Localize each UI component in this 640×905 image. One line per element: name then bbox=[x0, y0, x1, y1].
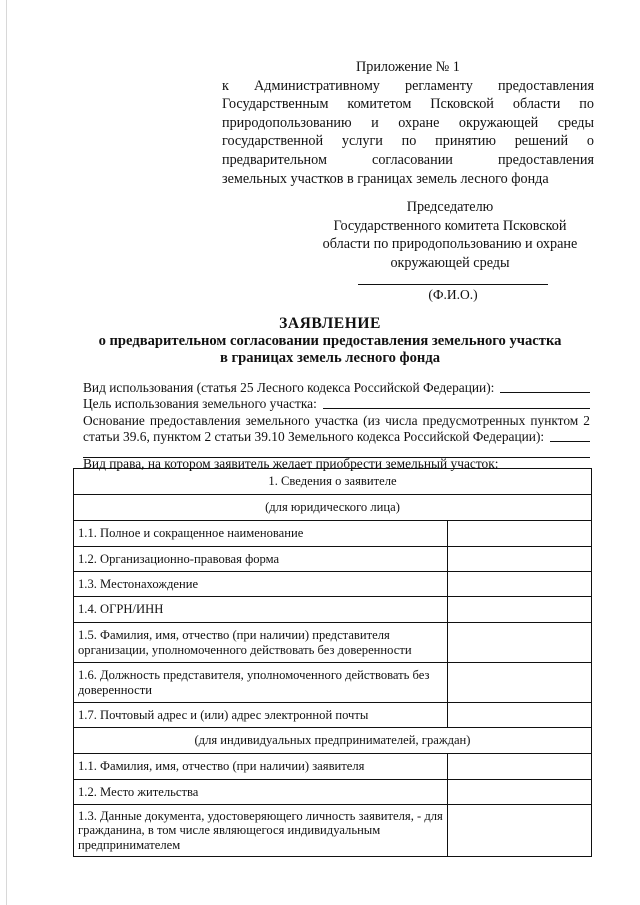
section-header: 1. Сведения о заявителе bbox=[74, 469, 592, 495]
row-value-cell[interactable] bbox=[448, 805, 592, 857]
table-row bbox=[74, 780, 592, 805]
document-heading bbox=[40, 315, 620, 368]
appendix-block bbox=[222, 58, 594, 188]
document-subtitle-line: о предварительном согласовании предоставления земельного участка bbox=[98, 332, 562, 349]
purpose-input[interactable] bbox=[323, 396, 590, 409]
basis-input[interactable] bbox=[550, 429, 590, 442]
addressee-line: Государственного комитета Псковской bbox=[333, 217, 567, 234]
basis-row bbox=[83, 429, 590, 445]
usage-type-row bbox=[83, 380, 590, 396]
usage-type-label: Вид использования (статья 25 Лесного кодекса Российской Федерации): bbox=[83, 380, 495, 395]
table-row bbox=[74, 805, 592, 857]
row-value-cell[interactable] bbox=[448, 780, 592, 805]
row-label: 1.3. Данные документа, удостоверяющего личность заявителя, - для гражданина, в том числе являющегося индивидуальным предпринимателем bbox=[74, 805, 448, 857]
row-label: 1.7. Почтовый адрес и (или) адрес электронной почты bbox=[74, 703, 448, 728]
basis-label-line: Основание предоставления земельного участка (из числа предусмотренных пунктом 2 bbox=[83, 412, 590, 428]
row-label: 1.2. Место жительства bbox=[74, 780, 448, 805]
table-row bbox=[74, 521, 592, 547]
row-value-cell[interactable] bbox=[448, 703, 592, 728]
basis-label-line: статьи 39.6, пунктом 2 статьи 39.10 Земельного кодекса Российской Федерации): bbox=[83, 428, 545, 444]
purpose-label: Цель использования земельного участка: bbox=[83, 396, 317, 412]
row-value-cell[interactable] bbox=[448, 754, 592, 780]
table-row bbox=[74, 572, 592, 597]
usage-type-input[interactable] bbox=[500, 380, 590, 393]
appendix-line: Государственным комитетом Псковской области по bbox=[222, 96, 594, 113]
table-row bbox=[74, 703, 592, 728]
row-value-cell[interactable] bbox=[448, 572, 592, 597]
purpose-row bbox=[83, 396, 590, 412]
table-row bbox=[74, 663, 592, 703]
row-value-cell[interactable] bbox=[448, 623, 592, 663]
appendix-line: предварительном согласовании предоставления bbox=[222, 151, 594, 168]
table-row bbox=[74, 754, 592, 780]
addressee-line: области по природопользованию и охране bbox=[322, 236, 578, 253]
table-row bbox=[74, 547, 592, 572]
addressee-line: Председателю bbox=[406, 199, 494, 215]
applicant-info-table bbox=[73, 468, 592, 857]
appendix-line: земельных участков в границах земель лесного фонда bbox=[222, 170, 549, 187]
row-label: 1.1. Фамилия, имя, отчество (при наличии) заявителя bbox=[74, 754, 448, 780]
row-label: 1.1. Полное и сокращенное наименование bbox=[74, 521, 448, 547]
subsection-header: (для индивидуальных предпринимателей, граждан) bbox=[74, 728, 592, 754]
row-value-cell[interactable] bbox=[448, 597, 592, 623]
row-label: 1.5. Фамилия, имя, отчество (при наличии) представителя организации, уполномоченного действовать без доверенности bbox=[74, 623, 448, 663]
fio-input-line[interactable] bbox=[358, 284, 548, 285]
table-row bbox=[74, 623, 592, 663]
addressee-line: окружающей среды bbox=[390, 254, 510, 271]
application-fields bbox=[83, 380, 590, 458]
appendix-title: Приложение № 1 bbox=[356, 59, 460, 75]
scan-edge bbox=[6, 0, 7, 905]
table-row bbox=[74, 495, 592, 521]
document-title: ЗАЯВЛЕНИЕ bbox=[279, 315, 381, 332]
row-value-cell[interactable] bbox=[448, 521, 592, 547]
row-label: 1.3. Местонахождение bbox=[74, 572, 448, 597]
appendix-line: природопользованию и охране окружающей среды bbox=[222, 114, 594, 131]
right-type-label: Вид права, на котором заявитель желает приобрести земельный участок: bbox=[83, 456, 499, 471]
table-row bbox=[74, 597, 592, 623]
appendix-line: государственной услуги по принятию решений о bbox=[222, 133, 594, 150]
fio-label: (Ф.И.О.) bbox=[428, 287, 478, 302]
table-row bbox=[74, 469, 592, 495]
appendix-line: к Административному регламенту предоставления bbox=[222, 77, 594, 94]
row-label: 1.6. Должность представителя, уполномоченного действовать без доверенности bbox=[74, 663, 448, 703]
row-value-cell[interactable] bbox=[448, 547, 592, 572]
row-label: 1.2. Организационно-правовая форма bbox=[74, 547, 448, 572]
row-value-cell[interactable] bbox=[448, 663, 592, 703]
table-row bbox=[74, 728, 592, 754]
row-label: 1.4. ОГРН/ИНН bbox=[74, 597, 448, 623]
document-subtitle-line: в границах земель лесного фонда bbox=[219, 350, 441, 367]
subsection-header: (для юридического лица) bbox=[74, 495, 592, 521]
addressee-block bbox=[300, 198, 600, 272]
